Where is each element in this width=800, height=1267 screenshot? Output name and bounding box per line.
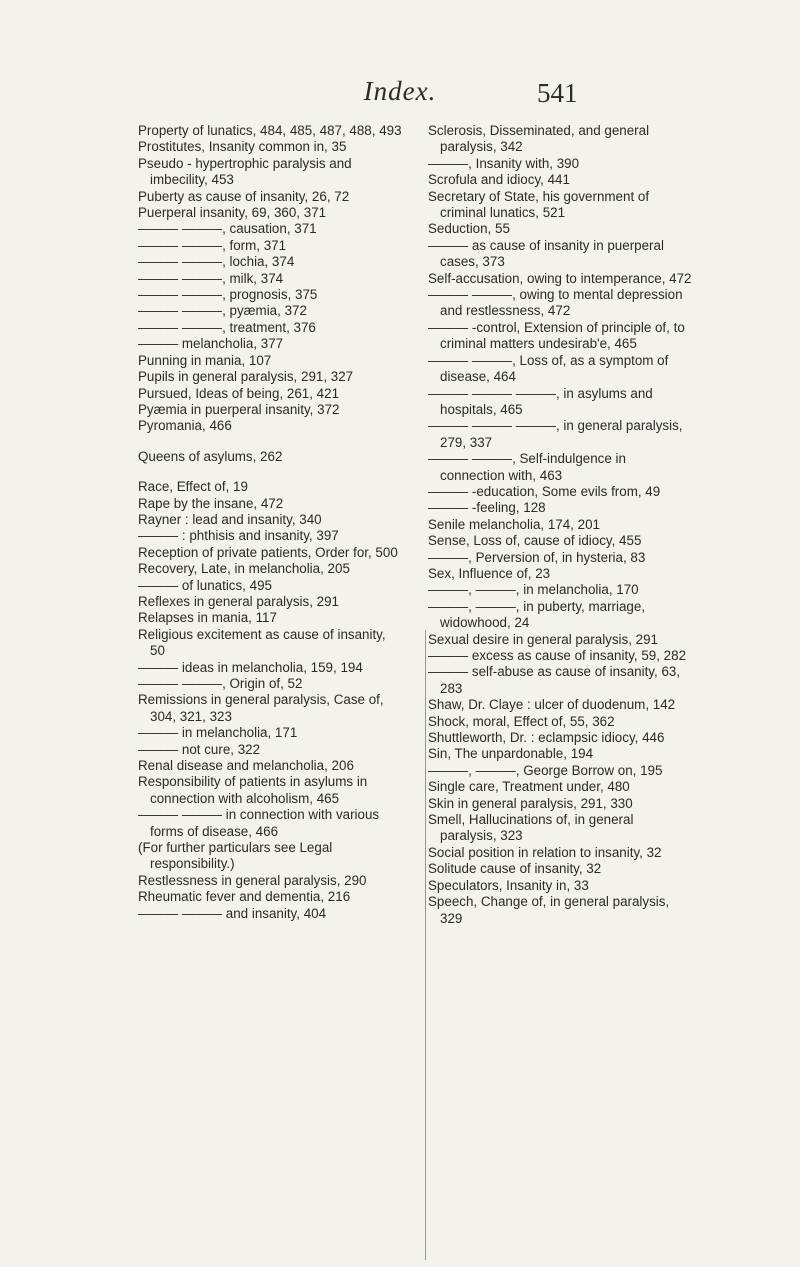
index-entry: Skin in general paralysis, 291, 330	[428, 795, 633, 811]
index-entry: Sense, Loss of, cause of idiocy, 455	[428, 533, 642, 549]
index-entry: Social position in relation to insanity, 32	[428, 844, 662, 860]
index-entry: ——— ———, owing to mental depression and restlessness, 472	[428, 287, 683, 319]
index-entry: Sex, Influence of, 23	[428, 565, 551, 581]
index-entry: Restlessness in general paralysis, 290	[138, 872, 367, 888]
index-column-left	[138, 123, 403, 922]
index-entry: ———, ———, in puberty, marriage, widowhood, 24	[428, 598, 646, 631]
index-entry: Relapses in mania, 117	[138, 610, 277, 626]
page-header	[0, 64, 800, 108]
index-entry: ——— ———, Origin of, 52	[138, 676, 303, 691]
index-column-right	[428, 123, 693, 927]
index-entry: Renal disease and melancholia, 206	[138, 758, 354, 774]
index-entry: Property of lunatics, 484, 485, 487, 488, 493	[138, 123, 402, 138]
index-entry: Sin, The unpardonable, 194	[428, 746, 594, 762]
index-entry: Pseudo - hypertrophic paralysis and imbecility, 453	[138, 155, 352, 188]
index-entry: Scrofula and idiocy, 441	[428, 172, 570, 188]
index-entry: Religious excitement as cause of insanity, 50	[138, 626, 386, 659]
index-entry: ——— ———, Self-indulgence in connection with, 463	[428, 451, 626, 483]
index-entry: ——— ——— ———, in general paralysis, 279, 337	[428, 418, 683, 450]
index-entry: ——— self-abuse as cause of insanity, 63, 283	[428, 664, 681, 696]
index-entry: ——— ———, causation, 371	[138, 221, 317, 237]
index-entry: Reflexes in general paralysis, 291	[138, 593, 339, 609]
index-entry: Solitude cause of insanity, 32	[428, 861, 602, 877]
index-entry: ———, Insanity with, 390	[428, 155, 580, 171]
index-entry: ——— : phthisis and insanity, 397	[138, 528, 339, 544]
index-entry: Senile melancholia, 174, 201	[428, 516, 600, 532]
entry-gap	[138, 465, 403, 479]
index-entry: Rape by the insane, 472	[138, 495, 284, 511]
index-entry: Responsibility of patients in asylums in connection with alcoholism, 465	[138, 774, 368, 806]
index-entry: ——— excess as cause of insanity, 59, 282	[428, 648, 687, 663]
index-entry: Punning in mania, 107	[138, 352, 272, 368]
index-entry: Secretary of State, his government of criminal lunatics, 521	[428, 188, 650, 221]
entry-gap	[138, 435, 403, 449]
index-entry: Sexual desire in general paralysis, 291	[428, 631, 659, 647]
index-entry: Shuttleworth, Dr. : eclampsic idiocy, 446	[428, 730, 665, 746]
index-entry: ——— melancholia, 377	[138, 336, 284, 352]
index-entry: ——— -feeling, 128	[428, 500, 546, 516]
index-entry: Race, Effect of, 19	[138, 479, 248, 495]
index-entry: ——— in melancholia, 171	[138, 725, 298, 741]
index-entry: ——— ———, milk, 374	[138, 270, 284, 286]
index-entry: ———, ———, in melancholia, 170	[428, 582, 639, 598]
index-entry: Speculators, Insanity in, 33	[428, 877, 589, 893]
index-entry: ——— -control, Extension of principle of, to criminal matters undesirab'e, 465	[428, 319, 685, 352]
index-entry: ——— ———, pyæmia, 372	[138, 303, 307, 319]
index-entry: Pyromania, 466	[138, 418, 232, 434]
index-entry: Self-accusation, owing to intemperance, 472	[428, 270, 692, 286]
index-entry: ——— not cure, 322	[138, 741, 261, 757]
index-entry: ———, Perversion of, in hysteria, 83	[428, 549, 646, 565]
index-entry: Reception of private patients, Order for, 500	[138, 544, 398, 560]
index-entry: Sclerosis, Disseminated, and general paralysis, 342	[428, 123, 650, 155]
index-entry: Prostitutes, Insanity common in, 35	[138, 139, 347, 155]
index-entry: Smell, Hallucinations of, in general paralysis, 323	[428, 812, 634, 844]
index-entry: Rheumatic fever and dementia, 216	[138, 889, 351, 905]
index-entry: ——— -education, Some evils from, 49	[428, 483, 661, 499]
index-entry: Shock, moral, Effect of, 55, 362	[428, 713, 615, 729]
index-entry: Remissions in general paralysis, Case of, 304, 321, 323	[138, 692, 384, 724]
index-entry: Recovery, Late, in melancholia, 205	[138, 561, 350, 577]
index-entry: Pursued, Ideas of being, 261, 421	[138, 385, 340, 401]
index-entry: ——— ———, Loss of, as a symptom of disease, 464	[428, 352, 669, 385]
index-entry: Queens of asylums, 262	[138, 448, 283, 464]
index-entry: Pupils in general paralysis, 291, 327	[138, 369, 354, 385]
page-number: 541	[537, 78, 578, 108]
index-entry: ——— ———, prognosis, 375	[138, 287, 318, 303]
index-entry: ——— ———, lochia, 374	[138, 254, 295, 270]
index-entry: (For further particulars see Legal responsibility.)	[138, 840, 333, 872]
index-entry: ——— ——— ———, in asylums and hospitals, 465	[428, 385, 653, 417]
index-entry: ——— as cause of insanity in puerperal cases, 373	[428, 237, 664, 270]
index-entry: Rayner : lead and insanity, 340	[138, 511, 322, 527]
index-entry: ——— ——— and insanity, 404	[138, 905, 327, 921]
index-entry: Seduction, 55	[428, 221, 510, 237]
index-entry: ——— ideas in melancholia, 159, 194	[138, 659, 363, 675]
index-entry: ——— ———, treatment, 376	[138, 319, 316, 335]
index-entry: ——— ———, form, 371	[138, 237, 287, 253]
index-entry: Puberty as cause of insanity, 26, 72	[138, 188, 350, 204]
index-entry: Single care, Treatment under, 480	[428, 779, 630, 795]
index-entry: Speech, Change of, in general paralysis, 329	[428, 894, 670, 926]
index-entry: Shaw, Dr. Claye : ulcer of duodenum, 142	[428, 697, 676, 713]
index-entry: Pyæmia in puerperal insanity, 372	[138, 401, 340, 417]
index-entry: ——— of lunatics, 495	[138, 577, 272, 593]
column-divider	[425, 630, 426, 1260]
index-entry: ———, ———, George Borrow on, 195	[428, 762, 663, 778]
index-entry: Puerperal insanity, 69, 360, 371	[138, 205, 327, 221]
page-title: Index.	[363, 76, 437, 106]
index-entry: ——— ——— in connection with various forms of disease, 466	[138, 807, 380, 839]
